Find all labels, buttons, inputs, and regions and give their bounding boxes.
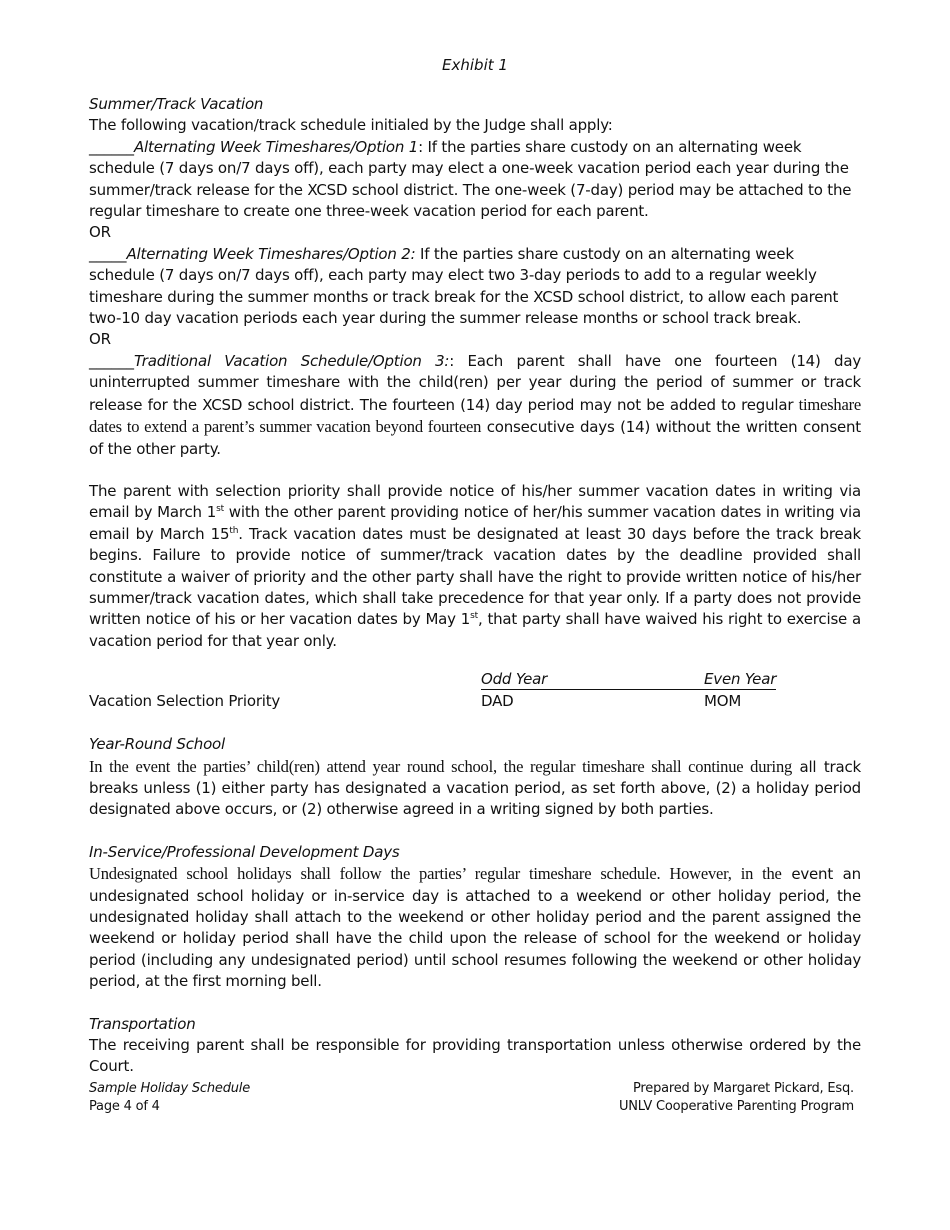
in-service-text-serif: Undesignated school holidays shall follow the parties’ regular timeshare schedule. However, in the xyxy=(89,864,782,884)
exhibit-label: Exhibit 1 xyxy=(442,56,508,74)
document-body xyxy=(89,94,861,1078)
or-separator: OR xyxy=(89,330,111,349)
summer-heading: Summer/Track Vacation xyxy=(89,95,264,113)
notice-text: The parent with selection priority shall provide notice of his/her summer vacation dates in writing via email by March 1 xyxy=(89,481,861,522)
option-2-paragraph xyxy=(89,244,861,330)
footer-left xyxy=(89,1080,250,1116)
option-3-text-serif: timeshare dates to extend a parent’s summer vacation beyond fourteen xyxy=(89,394,861,437)
even-year-value: MOM xyxy=(704,692,742,711)
footer-page-number: Page 4 of 4 xyxy=(89,1099,160,1114)
option-1-paragraph xyxy=(89,137,861,223)
option-1-text: : If the parties share custody on an alternating week schedule (7 days on/7 days off), each party may elect a one-week vacation period each year during the summer/track release for the XCSD school district. The one-week (7-day) period may be attached to the regular timeshare to create one three-week vacation period for each parent. xyxy=(89,137,852,221)
option-2-title: Alternating Week Timeshares/Option 2: xyxy=(126,244,416,263)
option-3-text: : Each parent shall have one fourteen (14) day uninterrupted summer timeshare with the child(ren) per year during the period of summer or track release for the XCSD school district. The fourteen (14) day period may not be added to regular xyxy=(89,351,861,414)
superscript: th xyxy=(229,525,239,536)
superscript: st xyxy=(470,611,478,622)
option-3-paragraph xyxy=(89,351,861,460)
option-3-title: Traditional Vacation Schedule/Option 3: xyxy=(134,351,450,370)
vacation-priority-table xyxy=(89,670,861,713)
year-round-heading: Year-Round School xyxy=(89,735,225,754)
notice-text: with the other parent providing notice of her/his summer vacation dates in writing via email by March 15 xyxy=(89,503,861,543)
option-3-text-end: consecutive days (14) without the written consent of the other party. xyxy=(89,418,861,458)
footer-program: UNLV Cooperative Parenting Program xyxy=(618,1099,854,1114)
or-separator: OR xyxy=(89,223,111,242)
transportation-paragraph: The receiving parent shall be responsible for providing transportation unless otherwise ordered by the Court. xyxy=(89,1036,861,1076)
odd-year-value: DAD xyxy=(481,692,514,711)
summer-intro: The following vacation/track schedule initialed by the Judge shall apply: xyxy=(89,116,613,135)
option-3-initial-blank[interactable]: ______ xyxy=(89,351,134,370)
even-year-header: Even Year xyxy=(704,670,777,689)
priority-label: Vacation Selection Priority xyxy=(89,692,281,711)
footer-right xyxy=(619,1080,854,1116)
notice-text: , that party shall have waived his right to exercise a vacation period for that year only. xyxy=(89,610,861,650)
footer-document-title: Sample Holiday Schedule xyxy=(89,1081,251,1096)
in-service-text: event an undesignated school holiday or in-service day is attached to a weekend or other holiday period, the undesignated holiday shall attach to the weekend or other holiday period and the parent assigned the weekend or holiday period shall have the child upon the release of school for the weekend or holiday period (including any undesignated period) until school resumes following the weekend or other holiday period, at the first morning bell. xyxy=(89,865,861,991)
option-1-title: Alternating Week Timeshares/Option 1 xyxy=(134,137,419,156)
option-2-text: If the parties share custody on an alternating week schedule (7 days on/7 days off), each party may elect two 3-day periods to add to a regular weekly timeshare during the summer months or track break for the XCSD school district, to allow each parent two-10 day vacation periods each year during the summer release months or school track break. xyxy=(89,244,839,328)
superscript: st xyxy=(216,504,224,515)
notice-text: . Track vacation dates must be designated at least 30 days before the track break begins. Failure to provide notice of summer/track vacation dates by the deadline provided shall constitute a waiver of priority and the other party shall have the right to provide written notice of his/her summer/track vacation dates, which shall take precedence for that year only. If a party does not provide written notice of his or her vacation dates by May 1 xyxy=(89,524,861,629)
year-round-paragraph xyxy=(89,756,861,821)
year-round-text: all track breaks unless (1) either party has designated a vacation period, as set forth above, (2) a holiday period designated above occurs, or (2) otherwise agreed in a writing signed by both parties. xyxy=(89,757,861,819)
in-service-paragraph xyxy=(89,863,861,992)
odd-year-header: Odd Year xyxy=(481,670,704,690)
option-1-initial-blank[interactable]: ______ xyxy=(89,137,134,156)
footer-prepared-by: Prepared by Margaret Pickard, Esq. xyxy=(633,1081,854,1096)
year-round-text-serif: In the event the parties’ child(ren) attend year round school, the regular timeshare shall continue during xyxy=(89,756,793,776)
transportation-heading: Transportation xyxy=(89,1014,196,1033)
option-2-initial-blank[interactable]: _____ xyxy=(89,244,127,263)
in-service-heading: In-Service/Professional Development Days xyxy=(89,842,400,861)
notice-paragraph xyxy=(89,481,861,652)
